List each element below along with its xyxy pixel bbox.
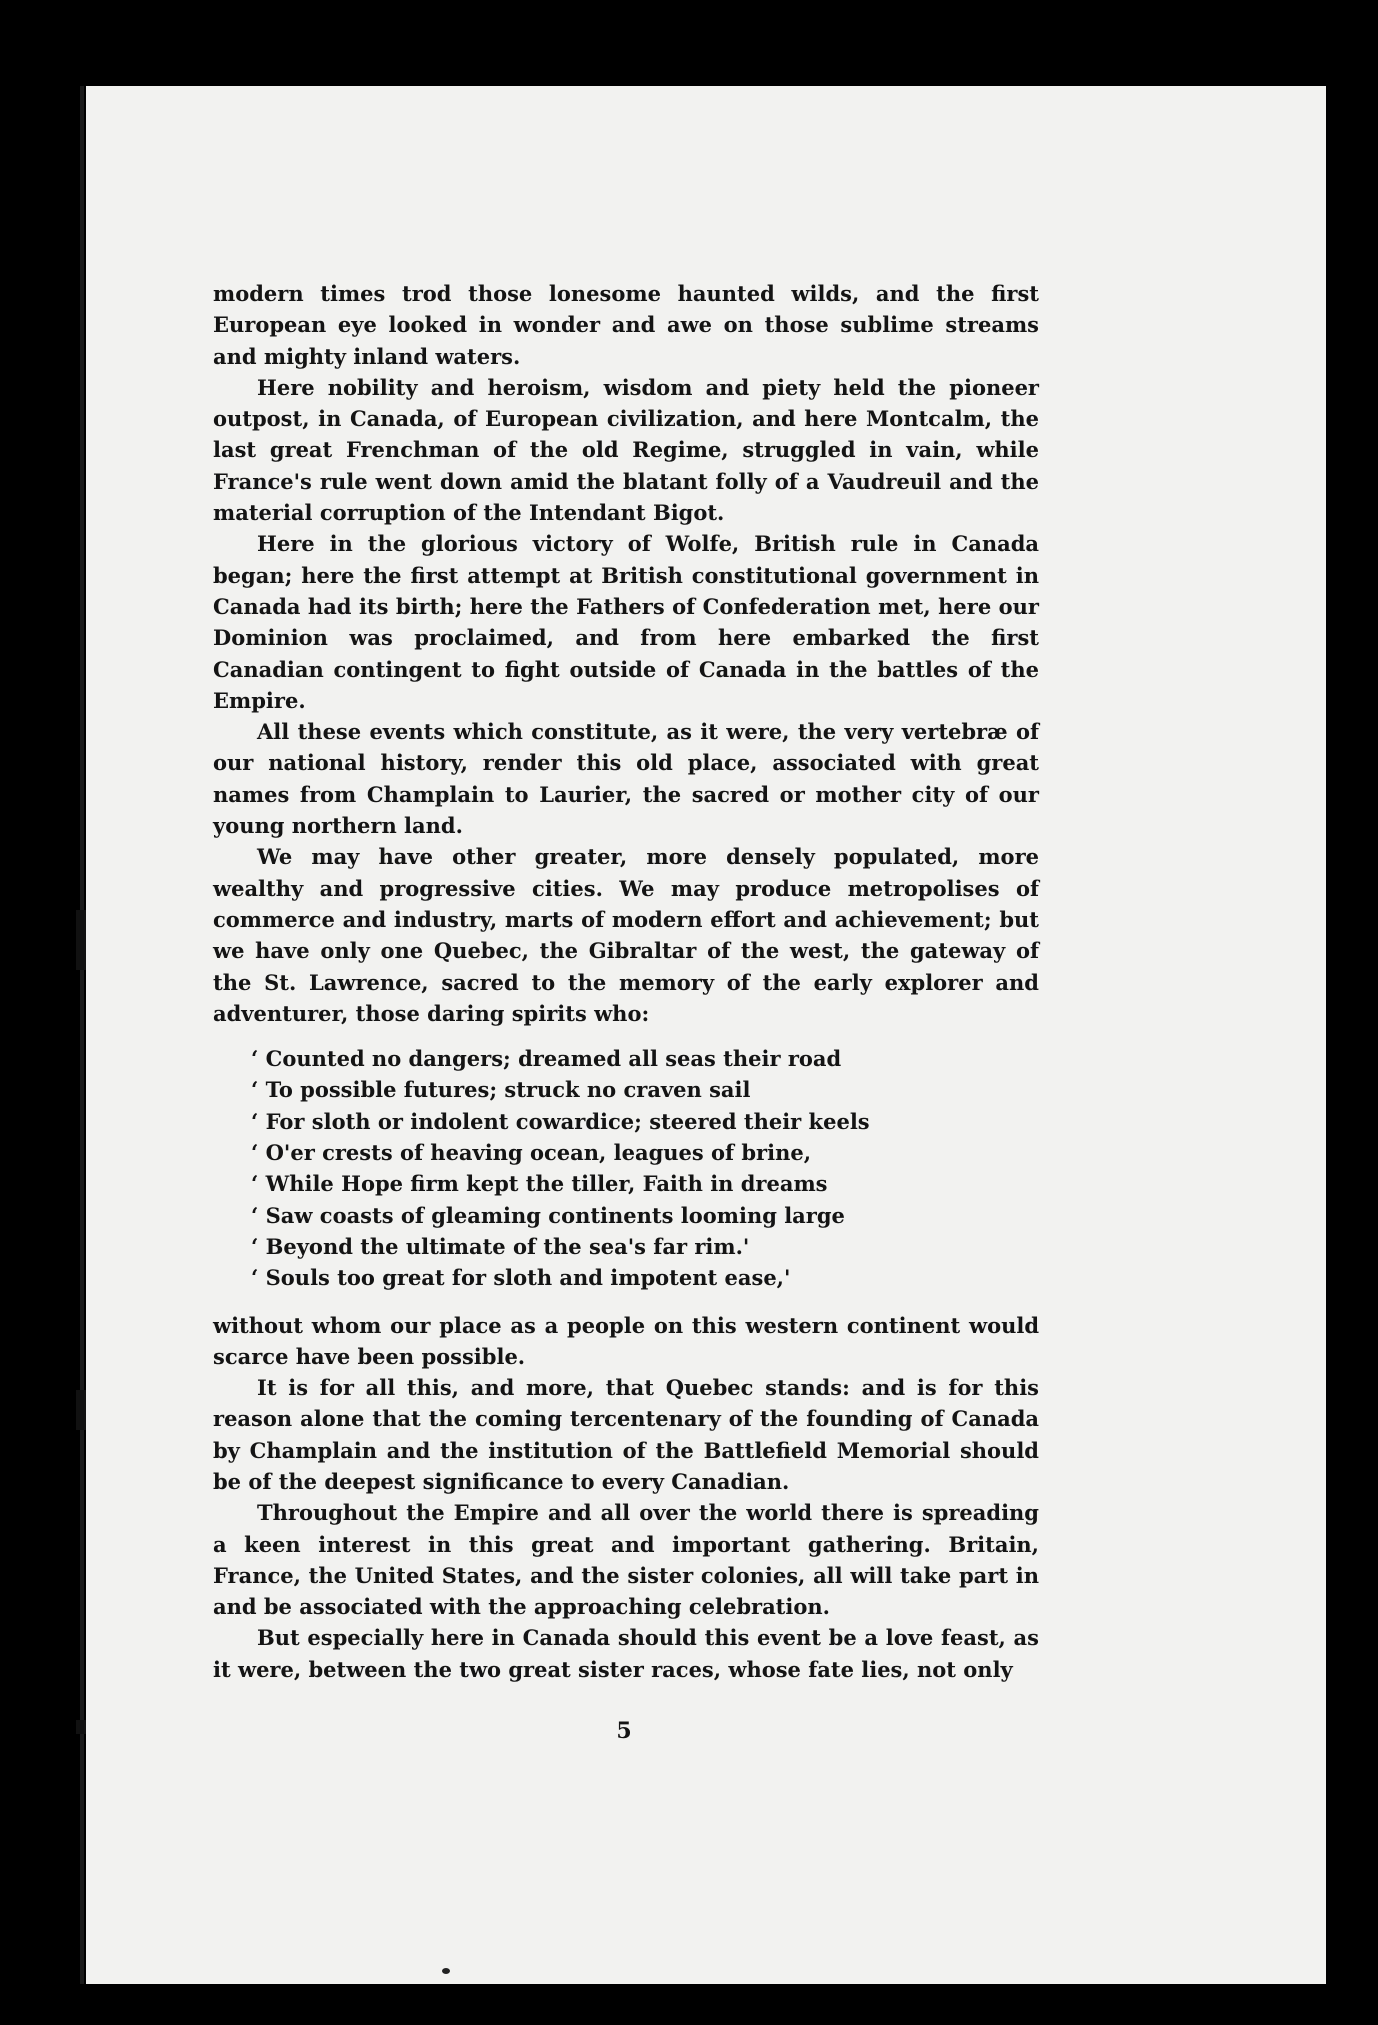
paragraph: We may have other greater, more densely populated, more wealthy and progressive cities. We may produce metropolises of commerce and industry, marts of modern effort and achievement; but we have only one Quebec, the Gibraltar of the west, the gateway of the St. Lawrence, sacred to the memory of the early explorer and adventurer, those daring spirits who:	[213, 844, 1039, 1026]
verse-line: ‘ For sloth or indolent cowardice; steered their keels	[251, 1108, 870, 1134]
paragraph: Here in the glorious victory of Wolfe, British rule in Canada began; here the first attempt at British constitutional government in Canada had its birth; here the Fathers of Confederation met, here our Dominion was proclaimed, and from here embarked the first Canadian contingent to fight outside of Canada in the battles of the Empire.	[213, 531, 1039, 713]
verse-line: ‘ Counted no dangers; dreamed all seas their road	[251, 1046, 842, 1072]
paragraph: without whom our place as a people on this western continent would scarce have been possible.	[213, 1312, 1039, 1369]
verse-line: ‘ Saw coasts of gleaming continents looming large	[251, 1202, 845, 1228]
verse-line: ‘ While Hope firm kept the tiller, Faith in dreams	[251, 1171, 828, 1197]
paragraph: But especially here in Canada should this event be a love feast, as it were, between the two great sister races, whose fate lies, not only	[213, 1625, 1039, 1682]
verse-quotation	[251, 1043, 1039, 1293]
verse-line: ‘ O'er crests of heaving ocean, leagues of brine,	[251, 1140, 812, 1166]
body-text	[213, 278, 1039, 1685]
verse-line: ‘ To possible futures; struck no craven sail	[251, 1077, 751, 1103]
binding-edge	[80, 86, 84, 1984]
paragraph: It is for all this, and more, that Quebec stands: and is for this reason alone that the coming tercentenary of the founding of Canada by Champlain and the institution of the Battlefield Memorial should be of the deepest significance to every Canadian.	[213, 1375, 1039, 1494]
paragraph: Throughout the Empire and all over the world there is spreading a keen interest in this great and important gathering. Britain, France, the United States, and the sister colonies, all will take part in and be associated with the approaching celebration.	[213, 1500, 1039, 1620]
verse-line: ‘ Souls too great for sloth and impotent ease,'	[251, 1265, 791, 1291]
verse-line: ‘ Beyond the ultimate of the sea's far rim.'	[251, 1233, 750, 1259]
paragraph: modern times trod those lonesome haunted wilds, and the first European eye looked in wonder and awe on those sublime streams and mighty inland waters.	[213, 281, 1039, 369]
page-number: 5	[616, 1718, 632, 1744]
paragraph: Here nobility and heroism, wisdom and piety held the pioneer outpost, in Canada, of European civilization, and here Montcalm, the last great Frenchman of the old Regime, struggled in vain, while France's rule went down amid the blatant folly of a Vaudreuil and the material corruption of the Intendant Bigot.	[213, 374, 1039, 526]
paragraph: All these events which constitute, as it were, the very vertebræ of our national history, render this old place, associated with great names from Champlain to Laurier, the sacred or mother city of our young northern land.	[213, 719, 1039, 839]
dust-speck	[442, 1968, 450, 1974]
